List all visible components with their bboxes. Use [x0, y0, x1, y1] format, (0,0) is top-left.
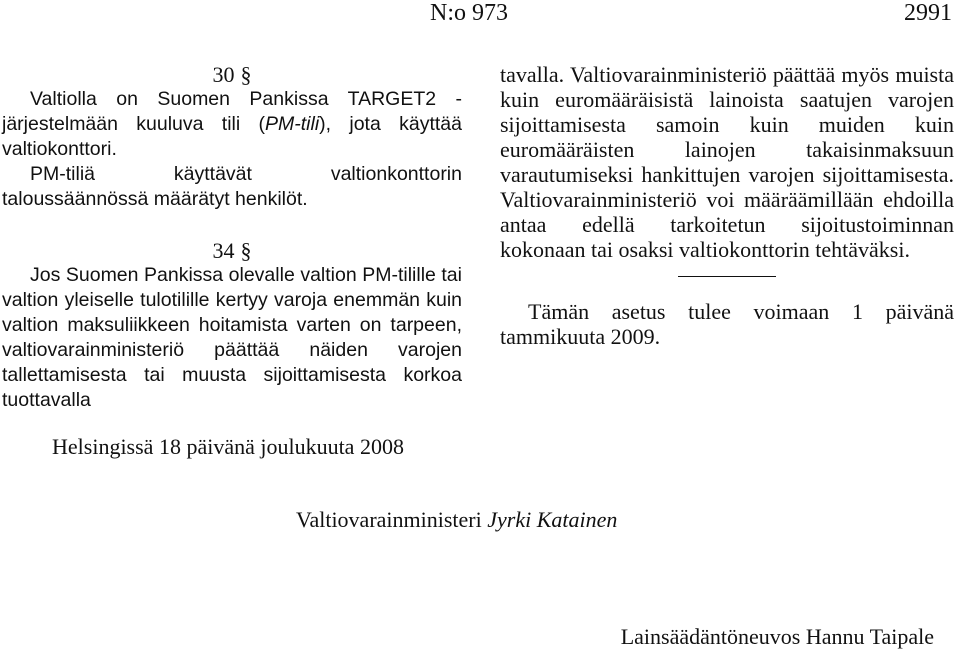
- section-30-paragraph-2: PM-tiliä käyttävät valtionkonttorin taloussäännössä määrätyt henkilöt.: [2, 163, 462, 210]
- section-34-heading: [2, 238, 462, 263]
- minister-name: Jyrki Katainen: [487, 507, 618, 532]
- section-30-heading: [2, 62, 462, 87]
- right-column: [500, 62, 954, 349]
- pm-tili-term: PM-tili: [265, 113, 320, 135]
- divider-rule: [678, 276, 776, 277]
- section-30-paragraph-1: [2, 87, 462, 162]
- section-sign: §: [240, 238, 252, 263]
- paragraph-text: ), jota käyttää valtiokonttori.: [2, 113, 462, 160]
- issue-number: N:o 973: [430, 0, 508, 26]
- minister-title: Valtiovarainministeri: [296, 507, 482, 532]
- place-and-date: Helsingissä 18 päivänä joulukuuta 2008: [52, 434, 404, 459]
- paragraph-text: Valtiolla on Suomen Pankissa TARGET2 -järjestelmään kuuluva tili (: [2, 88, 462, 135]
- minister-signature: [296, 507, 617, 533]
- counsellor-signature: Lainsäädäntöneuvos Hannu Taipale: [620, 624, 934, 649]
- section-number: 34: [212, 238, 235, 263]
- left-column: [2, 62, 462, 413]
- entry-into-force: Tämän asetus tulee voimaan 1 päivänä tammikuuta 2009.: [500, 299, 954, 349]
- section-number: 30: [212, 62, 235, 87]
- section-sign: §: [240, 62, 252, 87]
- page-number: 2991: [904, 0, 952, 26]
- section-34-paragraph-1-continued: tavalla. Valtiovarainministeriö päättää myös muista kuin euromääräisistä lainoista saatujen varojen sijoittamisesta samoin kuin muiden kuin euromääräisten lainojen takaisinmaksuun varautumiseksi hankittujen varojen sijoittamisesta. Valtiovarainministeriö voi määräämillään ehdoilla antaa edellä tarkoitetun sijoitustoiminnan kokonaan tai osaksi valtiokonttorin tehtäväksi.: [500, 62, 954, 262]
- section-34-paragraph-1: Jos Suomen Pankissa olevalle valtion PM-tilille tai valtion yleiselle tulotilille kertyy varoja enemmän kuin valtion maksuliikkeen hoitamista varten on tarpeen, valtiovarainministeriö päättää näiden varojen tallettamisesta tai muusta sijoittamisesta korkoa tuottavalla: [2, 264, 462, 411]
